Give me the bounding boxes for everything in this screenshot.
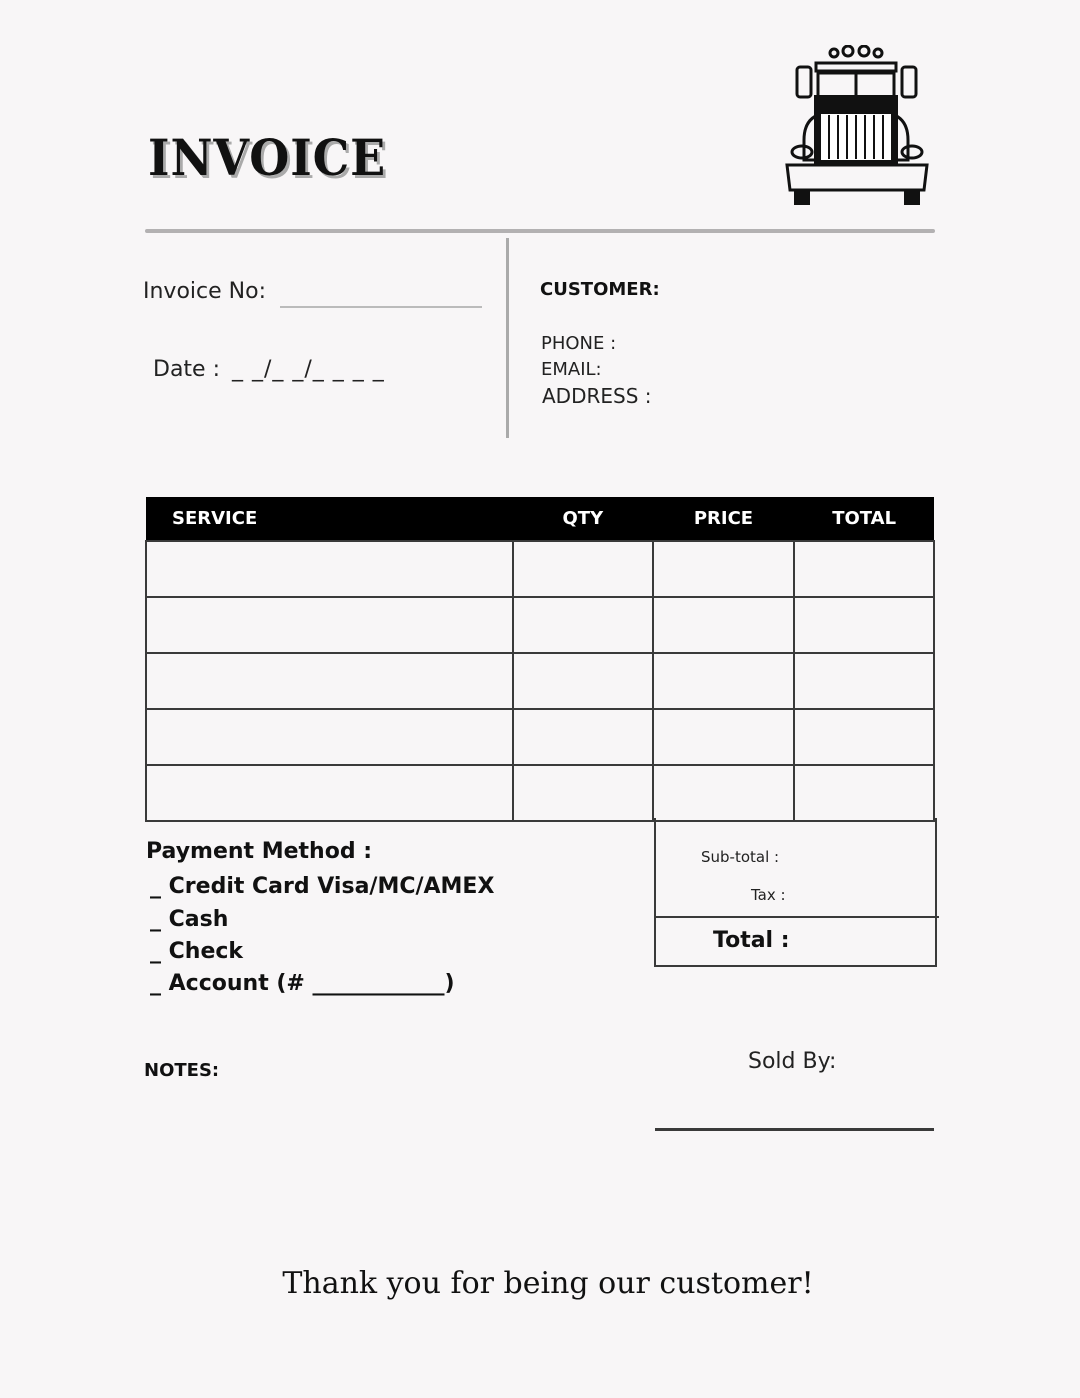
cell[interactable] [653, 597, 795, 653]
totals-box [654, 818, 937, 967]
table-row [146, 709, 934, 765]
cell[interactable] [146, 709, 513, 765]
cell[interactable] [513, 709, 653, 765]
info-divider [506, 238, 509, 438]
invoice-no-field[interactable] [280, 306, 482, 308]
payment-option-check[interactable]: _ Check [150, 939, 244, 964]
table-row [146, 541, 934, 597]
column-total: TOTAL [794, 497, 934, 541]
date-field[interactable]: _ _/_ _/_ _ _ _ [232, 357, 385, 382]
cell[interactable] [653, 709, 795, 765]
sold-by-signature-line[interactable] [655, 1128, 934, 1131]
cell[interactable] [513, 541, 653, 597]
column-service: SERVICE [146, 497, 513, 541]
cell[interactable] [653, 541, 795, 597]
cell[interactable] [146, 765, 513, 821]
cell[interactable] [794, 541, 934, 597]
table-row [146, 597, 934, 653]
header-divider [145, 229, 935, 233]
thank-you-message: Thank you for being our customer! [282, 1266, 814, 1301]
payment-method-title: Payment Method : [146, 839, 373, 864]
cell[interactable] [653, 653, 795, 709]
cell[interactable] [513, 597, 653, 653]
invoice-title: INVOICE [148, 128, 387, 187]
subtotal-label: Sub-total : [701, 848, 780, 866]
cell[interactable] [146, 597, 513, 653]
invoice-no-label: Invoice No: [143, 279, 266, 304]
cell[interactable] [794, 709, 934, 765]
cell[interactable] [146, 541, 513, 597]
customer-label: CUSTOMER: [540, 279, 660, 300]
tax-label: Tax : [751, 886, 786, 904]
table-header [146, 497, 934, 541]
truck-icon [784, 45, 930, 207]
cell[interactable] [794, 765, 934, 821]
cell[interactable] [513, 765, 653, 821]
totals-divider [654, 916, 939, 918]
payment-option-credit-card[interactable]: _ Credit Card Visa/MC/AMEX [150, 874, 495, 899]
email-label: EMAIL: [541, 359, 602, 380]
date-label: Date : [153, 357, 220, 382]
cell[interactable] [794, 653, 934, 709]
table-row [146, 765, 934, 821]
address-label: ADDRESS : [542, 384, 652, 408]
sold-by-label: Sold By: [748, 1049, 837, 1074]
payment-option-cash[interactable]: _ Cash [150, 907, 229, 932]
cell[interactable] [146, 653, 513, 709]
column-price: PRICE [653, 497, 795, 541]
cell[interactable] [794, 597, 934, 653]
cell[interactable] [653, 765, 795, 821]
table-row [146, 653, 934, 709]
notes-label: NOTES: [144, 1060, 220, 1081]
phone-label: PHONE : [541, 333, 617, 354]
total-label: Total : [713, 928, 790, 953]
column-qty: QTY [513, 497, 653, 541]
cell[interactable] [513, 653, 653, 709]
payment-option-account[interactable]: _ Account (# ____________) [150, 971, 455, 996]
services-table [145, 497, 935, 822]
